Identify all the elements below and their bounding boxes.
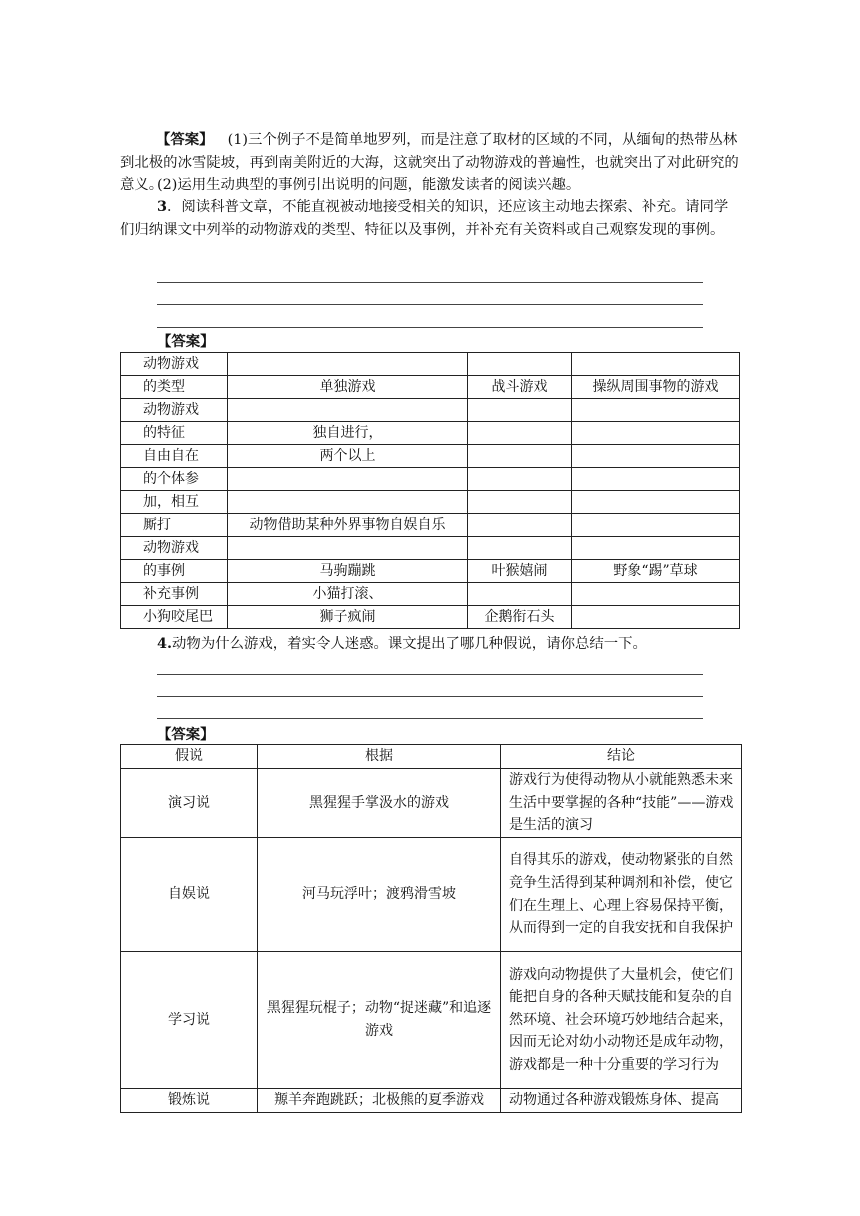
table-cell: 操纵周围事物的游戏: [572, 376, 740, 399]
table-cell: 动物借助某种外界事物自娱自乐: [228, 514, 468, 537]
table-cell: [572, 606, 740, 629]
table-cell: 加，相互: [121, 491, 228, 514]
table-cell: [572, 491, 740, 514]
table-cell: 厮打: [121, 514, 228, 537]
table-cell: 单独游戏: [228, 376, 468, 399]
table-row: [121, 606, 740, 629]
conclusion-cell: 游戏行为使得动物从小就能熟悉未来生活中要掌握的各种“技能”——游戏是生活的演习: [501, 769, 742, 838]
table-row: [121, 353, 740, 376]
answer-blank-line[interactable]: [157, 718, 703, 719]
table-row: [121, 491, 740, 514]
table-cell: [228, 399, 468, 422]
column-header: 根据: [258, 745, 501, 769]
table-row: [121, 422, 740, 445]
table-row: [121, 769, 742, 838]
table-cell: 的类型: [121, 376, 228, 399]
table-cell: 的事例: [121, 560, 228, 583]
table-row: [121, 376, 740, 399]
question-4-text: 动物为什么游戏，着实令人迷惑。课文提出了哪几种假说，请你总结一下。: [172, 636, 647, 652]
table-cell: 叶猴嬉闹: [468, 560, 572, 583]
table-cell: [228, 491, 468, 514]
table-cell: [468, 468, 572, 491]
table-row: [121, 952, 742, 1089]
table-row: [121, 583, 740, 606]
table-cell: 动物游戏: [121, 399, 228, 422]
table-cell: [572, 422, 740, 445]
question-number: 3: [157, 198, 168, 215]
question-3: [120, 196, 742, 241]
hypothesis-cell: 锻炼说: [121, 1089, 258, 1113]
table-cell: 战斗游戏: [468, 376, 572, 399]
basis-cell: 黑猩猩玩棍子；动物“捉迷藏”和追逐游戏: [258, 952, 501, 1089]
table-row: [121, 514, 740, 537]
game-types-table: [120, 352, 740, 629]
answer-blank-line[interactable]: [157, 304, 703, 305]
question-4: [157, 633, 737, 656]
column-header: 假说: [121, 745, 258, 769]
answer-label: 【答案】: [157, 726, 215, 743]
table-row: [121, 838, 742, 952]
answer1-point2: [157, 174, 737, 197]
table-cell: [468, 445, 572, 468]
table-cell: [228, 537, 468, 560]
conclusion-cell: 动物通过各种游戏锻炼身体、提高: [501, 1089, 742, 1113]
answer-label: 【答案】: [157, 333, 215, 350]
conclusion-cell: 游戏向动物提供了大量机会，使它们能把自身的各种天赋技能和复杂的自然环境、社会环境巧妙地结合起来，因而无论对幼小动物还是成年动物，游戏都是一种十分重要的学习行为: [501, 952, 742, 1089]
table-cell: [572, 468, 740, 491]
table-cell: [468, 583, 572, 606]
answer-blank-line[interactable]: [157, 674, 703, 675]
table-cell: [572, 353, 740, 376]
hypothesis-cell: 学习说: [121, 952, 258, 1089]
table-cell: 企鹅衔石头: [468, 606, 572, 629]
question-number: 4.: [157, 635, 173, 652]
answer-label: 【答案】: [156, 131, 214, 148]
table-cell: [468, 353, 572, 376]
table-row: [121, 537, 740, 560]
table-row: [121, 560, 740, 583]
table-cell: [572, 537, 740, 560]
table-cell: [572, 514, 740, 537]
table-cell: 动物游戏: [121, 353, 228, 376]
table-row: [121, 1089, 742, 1113]
basis-cell: 羱羊奔跑跳跃；北极熊的夏季游戏: [258, 1089, 501, 1113]
question-3-text: ．阅读科普文章，不能直视被动地接受相关的知识，还应该主动地去探索、补充。请同学们归纳课文中列举的动物游戏的类型、特征以及事例，并补充有关资料或自己观察发现的事例。: [120, 199, 729, 238]
answer1-point2-text: (2)运用生动典型的事例引出说明的问题，能激发读者的阅读兴趣。: [157, 177, 581, 193]
table-cell: 的个体参: [121, 468, 228, 491]
table-cell: [468, 537, 572, 560]
table-cell: [468, 514, 572, 537]
table-row: [121, 445, 740, 468]
answer-blank-line[interactable]: [157, 696, 703, 697]
basis-cell: 黑猩猩手掌汲水的游戏: [258, 769, 501, 838]
table-cell: [228, 468, 468, 491]
table-cell: 两个以上: [228, 445, 468, 468]
table-row: [121, 468, 740, 491]
conclusion-cell: 自得其乐的游戏，使动物紧张的自然竞争生活得到某种调剂和补偿，使它们在生理上、心理上容易保持平衡，从而得到一定的自我安抚和自我保护: [501, 838, 742, 952]
table-cell: 独自进行，: [228, 422, 468, 445]
table-row: [121, 399, 740, 422]
answer1-text: (1)三个例子不是简单地罗列，而是注意了取材的区域的不同，从缅甸的热带丛林到北极的冰雪陡坡，再到南美附近的大海，这就突出了动物游戏的普遍性，也就突出了对此研究的意义。: [120, 132, 739, 193]
table-cell: 自由自在: [121, 445, 228, 468]
answer-blank-line[interactable]: [157, 282, 703, 283]
table-cell: [572, 399, 740, 422]
hypothesis-cell: 自娱说: [121, 838, 258, 952]
table-cell: 的特征: [121, 422, 228, 445]
table-cell: [468, 399, 572, 422]
table-cell: [572, 445, 740, 468]
hypotheses-table: [120, 744, 742, 1113]
column-header: 结论: [501, 745, 742, 769]
table-cell: 小狗咬尾巴: [121, 606, 228, 629]
table-cell: [572, 583, 740, 606]
table-cell: [228, 353, 468, 376]
table-cell: 补充事例: [121, 583, 228, 606]
table-cell: [468, 422, 572, 445]
table-cell: 野象“踢”草球: [572, 560, 740, 583]
basis-cell: 河马玩浮叶；渡鸦滑雪坡: [258, 838, 501, 952]
table-cell: 狮子疯闹: [228, 606, 468, 629]
table-cell: [468, 491, 572, 514]
table-header-row: [121, 745, 742, 769]
table-cell: 马驹蹦跳: [228, 560, 468, 583]
table-cell: 动物游戏: [121, 537, 228, 560]
hypothesis-cell: 演习说: [121, 769, 258, 838]
answer-blank-line[interactable]: [157, 327, 703, 328]
table-cell: 小猫打滚、: [228, 583, 468, 606]
